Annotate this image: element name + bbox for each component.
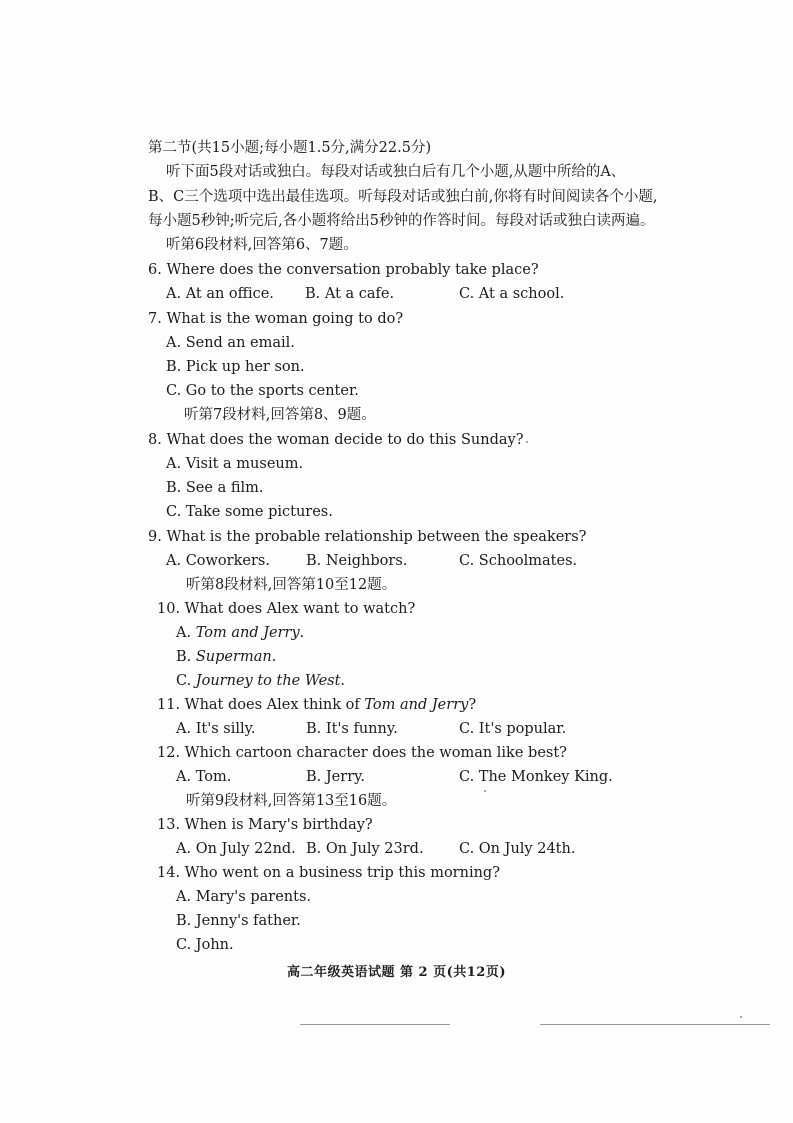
question-11-option-a: A. It's silly. xyxy=(176,721,256,737)
question-14-option-b: B. Jenny's father. xyxy=(176,913,301,929)
option-text: Superman xyxy=(195,649,272,665)
question-9-option-a: A. Coworkers. xyxy=(166,553,270,569)
question-7-option-b: B. Pick up her son. xyxy=(166,359,305,375)
stem-italic: Tom and Jerry xyxy=(364,697,469,713)
question-8-stem: 8. What does the woman decide to do this Sunday? xyxy=(148,432,524,448)
question-13-stem: 13. When is Mary's birthday? xyxy=(157,817,373,833)
question-8-option-b: B. See a film. xyxy=(166,480,264,496)
question-6-stem: 6. Where does the conversation probably take place? xyxy=(148,262,539,278)
question-14-stem: 14. Who went on a business trip this morning? xyxy=(157,865,500,881)
scan-speck xyxy=(740,1016,742,1018)
option-end: . xyxy=(271,649,277,665)
question-6-option-c: C. At a school. xyxy=(459,286,565,302)
bottom-rule-left xyxy=(300,1024,450,1025)
group-lead-10-12: 听第8段材料,回答第10至12题。 xyxy=(186,577,397,593)
question-14-option-c: C. John. xyxy=(176,937,234,953)
question-10-option-c xyxy=(176,671,345,691)
question-12-option-a: A. Tom. xyxy=(176,769,232,785)
intro-line-3: 每小题5秒钟;听完后,各小题将给出5秒钟的作答时间。每段对话或独白读两遍。 xyxy=(148,213,655,229)
question-8-option-a: A. Visit a museum. xyxy=(166,456,304,472)
option-letter: B. xyxy=(176,649,196,665)
question-13-option-a: A. On July 22nd. xyxy=(176,841,296,857)
question-11-stem xyxy=(157,695,476,715)
question-11-option-b: B. It's funny. xyxy=(306,721,398,737)
question-6-option-a: A. At an office. xyxy=(166,286,274,302)
question-12-option-b: B. Jerry. xyxy=(306,769,366,785)
question-7-stem: 7. What is the woman going to do? xyxy=(148,311,404,327)
intro-line-2: B、C三个选项中选出最佳选项。听每段对话或独白前,你将有时间阅读各个小题, xyxy=(148,189,658,205)
question-12-option-c: C. The Monkey King. xyxy=(459,769,613,785)
option-end: . xyxy=(299,625,305,641)
option-text: Journey to the West xyxy=(195,673,341,689)
question-12-stem: 12. Which cartoon character does the woman like best? xyxy=(157,745,567,761)
question-7-option-c: C. Go to the sports center. xyxy=(166,383,359,399)
scan-speck xyxy=(484,790,486,792)
question-8-option-c: C. Take some pictures. xyxy=(166,504,333,520)
question-9-option-c: C. Schoolmates. xyxy=(459,553,578,569)
question-10-option-b xyxy=(176,647,276,667)
bottom-rule-right xyxy=(540,1024,770,1025)
intro-line-1: 听下面5段对话或独白。每段对话或独白后有几个小题,从题中所给的A、 xyxy=(166,164,626,180)
question-7-option-a: A. Send an email. xyxy=(166,335,295,351)
option-letter: A. xyxy=(176,625,196,641)
question-6-option-b: B. At a cafe. xyxy=(305,286,395,302)
question-9-option-b: B. Neighbors. xyxy=(306,553,408,569)
question-13-option-b: B. On July 23rd. xyxy=(306,841,424,857)
group-lead-8-9: 听第7段材料,回答第8、9题。 xyxy=(184,407,376,423)
scan-speck xyxy=(526,441,528,443)
question-10-stem: 10. What does Alex want to watch? xyxy=(157,601,416,617)
option-end: . xyxy=(340,673,346,689)
stem-text: 11. What does Alex think of xyxy=(157,697,365,713)
section-title: 第二节(共15小题;每小题1.5分,满分22.5分) xyxy=(148,140,432,156)
option-letter: C. xyxy=(176,673,196,689)
question-10-option-a xyxy=(176,623,304,643)
page-footer: 高二年级英语试题 第 2 页(共12页) xyxy=(286,965,507,980)
question-9-stem: 9. What is the probable relationship between the speakers? xyxy=(148,529,587,545)
group-lead-6-7: 听第6段材料,回答第6、7题。 xyxy=(166,237,358,253)
question-14-option-a: A. Mary's parents. xyxy=(176,889,311,905)
group-lead-13-16: 听第9段材料,回答第13至16题。 xyxy=(186,793,397,809)
stem-end: ? xyxy=(468,697,477,713)
question-13-option-c: C. On July 24th. xyxy=(459,841,576,857)
question-11-option-c: C. It's popular. xyxy=(459,721,567,737)
option-text: Tom and Jerry xyxy=(195,625,300,641)
